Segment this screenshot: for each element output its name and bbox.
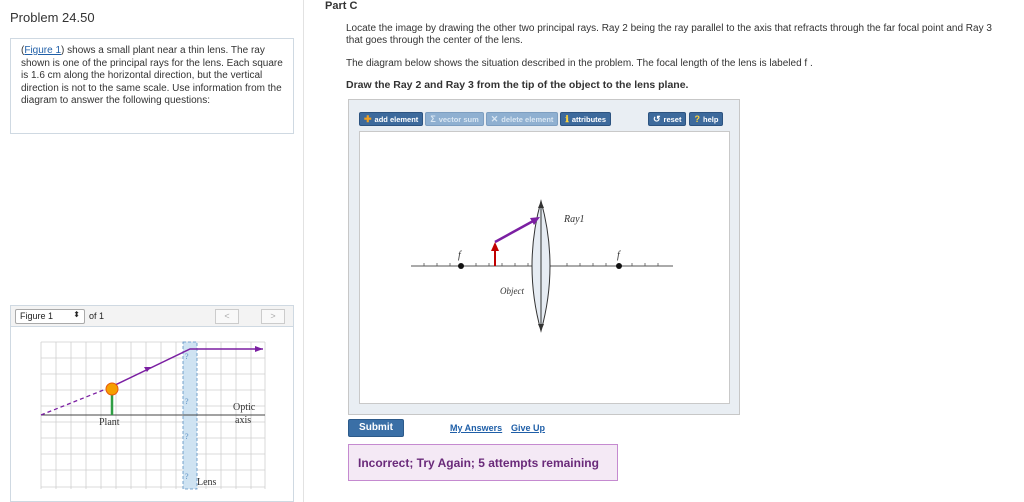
ray1-label: Ray1 <box>564 214 585 225</box>
lens-question-3: ? <box>185 432 189 441</box>
delete-element-label: delete element <box>501 114 554 124</box>
lens-question-2: ? <box>185 397 189 406</box>
submit-button[interactable]: Submit <box>348 419 404 437</box>
figure-select[interactable] <box>15 309 85 324</box>
focal-point-left <box>458 263 464 269</box>
delete-element-button[interactable] <box>486 112 559 126</box>
help-button[interactable] <box>689 112 723 126</box>
plus-icon: ✚ <box>364 113 372 124</box>
question-text-focal: The diagram below shows the situation described in the problem. The focal length of the lens is labeled f . <box>346 58 813 69</box>
plant-flower-icon <box>106 383 118 395</box>
my-answers-link[interactable]: My Answers <box>450 423 503 433</box>
optic-axis-label-1: Optic <box>233 402 256 413</box>
toolbar <box>359 112 611 126</box>
drawing-canvas[interactable] <box>359 131 730 404</box>
instruction-text: Draw the Ray 2 and Ray 3 from the tip of the object to the lens plane. <box>346 79 689 91</box>
object-label: Object <box>500 286 524 296</box>
sigma-icon: Σ <box>430 114 436 124</box>
reset-icon: ↺ <box>653 113 661 124</box>
lens-bottom-arrow <box>538 324 544 331</box>
ray-arrow-2 <box>255 346 263 352</box>
select-arrows-icon: ⬍ <box>73 310 80 319</box>
vector-sum-button[interactable] <box>425 112 483 126</box>
previous-figure-button[interactable]: < <box>215 309 239 324</box>
problem-intro <box>10 38 294 134</box>
focal-point-right <box>616 263 622 269</box>
focal-label-right: f <box>617 250 620 261</box>
lens-diagram <box>360 132 729 403</box>
part-column <box>305 0 1024 502</box>
problem-column <box>0 0 304 502</box>
vector-sum-label: vector sum <box>438 114 479 124</box>
info-icon: ℹ <box>565 113 569 124</box>
next-figure-button[interactable]: > <box>261 309 285 324</box>
ray1-line[interactable] <box>495 220 535 242</box>
figure-count: of 1 <box>89 311 105 321</box>
reset-label: reset <box>663 114 682 124</box>
focal-label-left: f <box>458 250 461 261</box>
problem-title: Problem 24.50 <box>10 10 95 25</box>
reset-button[interactable] <box>648 112 686 126</box>
give-up-link[interactable]: Give Up <box>511 423 546 433</box>
attributes-label: attributes <box>571 114 606 124</box>
question-text: Locate the image by drawing the other two principal rays. Ray 2 being the ray parallel to the axis that refracts through the far focal point and Ray 3 that goes through the center of the lens. <box>346 23 992 46</box>
help-label: help <box>702 114 719 124</box>
object-arrow-head <box>491 242 499 251</box>
figure-navigation <box>10 305 294 327</box>
add-element-button[interactable] <box>359 112 423 126</box>
ray-extension-dashed <box>41 387 111 415</box>
figure-panel <box>10 327 294 502</box>
part-title: Part C <box>325 0 358 12</box>
plant-label: Plant <box>99 417 120 428</box>
intro-open-paren: ( <box>21 45 25 56</box>
add-element-label: add element <box>374 114 419 124</box>
optic-axis-label-2: axis <box>235 415 252 426</box>
delete-x-icon: ✕ <box>490 113 499 124</box>
lens-top-arrow <box>538 201 544 208</box>
feedback-message: Incorrect; Try Again; 5 attempts remaining <box>348 444 618 481</box>
attributes-button[interactable] <box>560 112 611 126</box>
lens-figure <box>11 327 295 502</box>
lens-question-1: ? <box>185 352 189 361</box>
figure-link[interactable]: Figure 1 <box>24 45 62 56</box>
intro-text: ) shows a small plant near a thin lens. The ray shown is one of the principal rays for the lens. Each square is 1.6 cm along the horizontal direction, but the vertical direction is not to the same scale. Use information from the diagram to answer the following questions: <box>21 45 283 106</box>
help-icon: ? <box>694 114 700 124</box>
lens-question-4: ? <box>185 472 189 481</box>
toolbar-right <box>648 112 723 126</box>
drawing-tool-panel <box>348 99 740 415</box>
lens-label: Lens <box>197 477 217 488</box>
figure-select-value: Figure 1 <box>20 311 54 321</box>
